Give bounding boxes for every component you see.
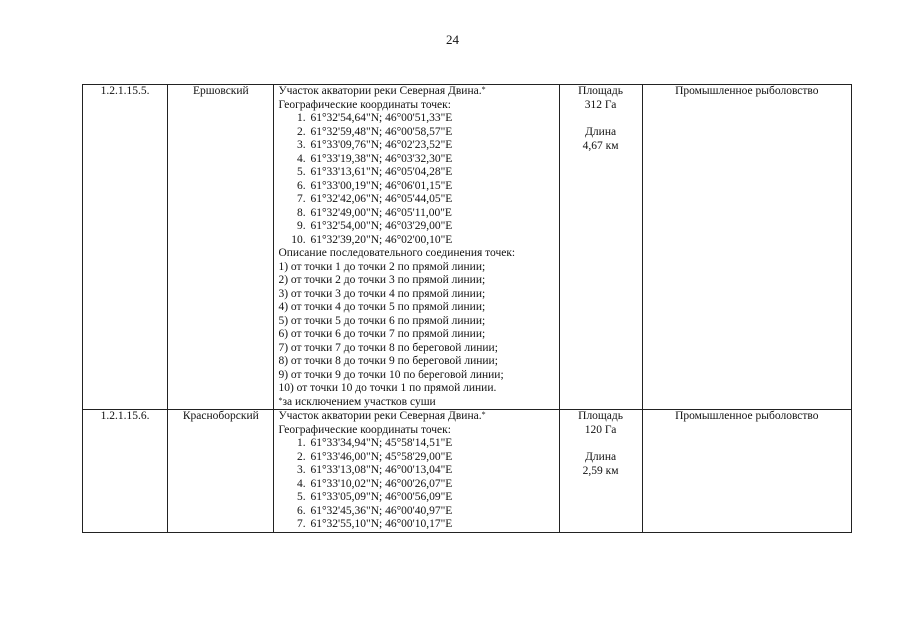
coordinate-item: 9. 61°32'54,00"N; 46°03'29,00"E: [308, 220, 554, 234]
usage-type: Промышленное рыболовство: [642, 410, 851, 533]
coordinate-item: 6. 61°32'45,36"N; 46°00'40,97"E: [308, 505, 554, 519]
coordinate-item: 3. 61°33'13,08"N; 46°00'13,04"E: [308, 464, 554, 478]
connection-item: 8) от точки 8 до точки 9 по береговой линии;: [278, 355, 498, 367]
area-name: Красноборский: [168, 410, 274, 533]
coordinate-item: 5. 61°33'13,61"N; 46°05'04,28"E: [308, 166, 554, 180]
coordinate-item: 7. 61°32'55,10"N; 46°00'10,17"E: [308, 518, 554, 532]
coordinate-item: 4. 61°33'19,38"N; 46°03'32,30"E: [308, 153, 554, 167]
connection-item: 4) от точки 4 до точки 5 по прямой линии;: [278, 301, 486, 313]
table-row: [83, 410, 852, 533]
area-parameters: [559, 85, 642, 410]
area-description: [274, 85, 559, 410]
coordinate-item: 3. 61°33'09,76"N; 46°02'23,52"E: [308, 139, 554, 153]
fishing-areas-table: [82, 84, 852, 533]
length-value: 4,67 км: [582, 139, 619, 152]
connection-item: 3) от точки 3 до точки 4 по прямой линии;: [278, 287, 486, 300]
area-label: Площадь: [578, 410, 623, 422]
area-label: Площадь: [578, 85, 623, 97]
connection-item: 1) от точки 1 до точки 2 по прямой линии;: [278, 260, 486, 273]
connections-header: Описание последовательного соединения точек:: [278, 247, 516, 259]
usage-type: Промышленное рыболовство: [642, 85, 851, 410]
footnote: *за исключением участков суши: [278, 395, 436, 408]
coordinate-item: 2. 61°33'46,00"N; 45°58'29,00"E: [308, 451, 554, 465]
description-title: Участок акватории реки Северная Двина.*: [278, 410, 486, 422]
area-description: [274, 410, 559, 533]
coordinate-item: 1. 61°33'34,94"N; 45°58'14,51"E: [308, 437, 554, 451]
coordinate-item: 2. 61°32'59,48"N; 46°00'58,57"E: [308, 126, 554, 140]
coordinates-list: [278, 112, 554, 247]
area-code: 1.2.1.15.6.: [83, 410, 168, 533]
connections-list: [278, 261, 554, 396]
connection-item: 9) от точки 9 до точки 10 по береговой линии;: [278, 368, 504, 381]
length-value: 2,59 км: [582, 464, 619, 477]
area-value: 312 Га: [584, 98, 617, 111]
coordinate-item: 5. 61°33'05,09"N; 46°00'56,09"E: [308, 491, 554, 505]
coordinate-item: 4. 61°33'10,02"N; 46°00'26,07"E: [308, 478, 554, 492]
connection-item: 7) от точки 7 до точки 8 по береговой линии;: [278, 341, 498, 354]
connection-item: 6) от точки 6 до точки 7 по прямой линии;: [278, 328, 486, 340]
area-name: Ершовский: [168, 85, 274, 410]
length-label: Длина: [585, 451, 617, 463]
coordinate-item: 7. 61°32'42,06"N; 46°05'44,05"E: [308, 193, 554, 207]
connection-item: 5) от точки 5 до точки 6 по прямой линии;: [278, 314, 486, 327]
area-parameters: [559, 410, 642, 533]
coords-header: Географические координаты точек:: [278, 423, 451, 436]
coordinate-item: 6. 61°33'00,19"N; 46°06'01,15"E: [308, 180, 554, 194]
coordinate-item: 1. 61°32'54,64"N; 46°00'51,33"E: [308, 112, 554, 126]
area-code: 1.2.1.15.5.: [83, 85, 168, 410]
length-label: Длина: [585, 126, 617, 138]
connection-item: 10) от точки 10 до точки 1 по прямой линии.: [278, 382, 497, 394]
coordinate-item: 8. 61°32'49,00"N; 46°05'11,00"E: [308, 207, 554, 221]
area-value: 120 Га: [584, 423, 617, 436]
coordinates-list: [278, 437, 554, 532]
page-number: 24: [446, 32, 459, 47]
table-row: [83, 85, 852, 410]
connection-item: 2) от точки 2 до точки 3 по прямой линии;: [278, 274, 486, 286]
coords-header: Географические координаты точек:: [278, 98, 451, 111]
coordinate-item: 10. 61°32'39,20"N; 46°02'00,10"E: [308, 234, 554, 248]
description-title: Участок акватории реки Северная Двина.*: [278, 85, 486, 97]
